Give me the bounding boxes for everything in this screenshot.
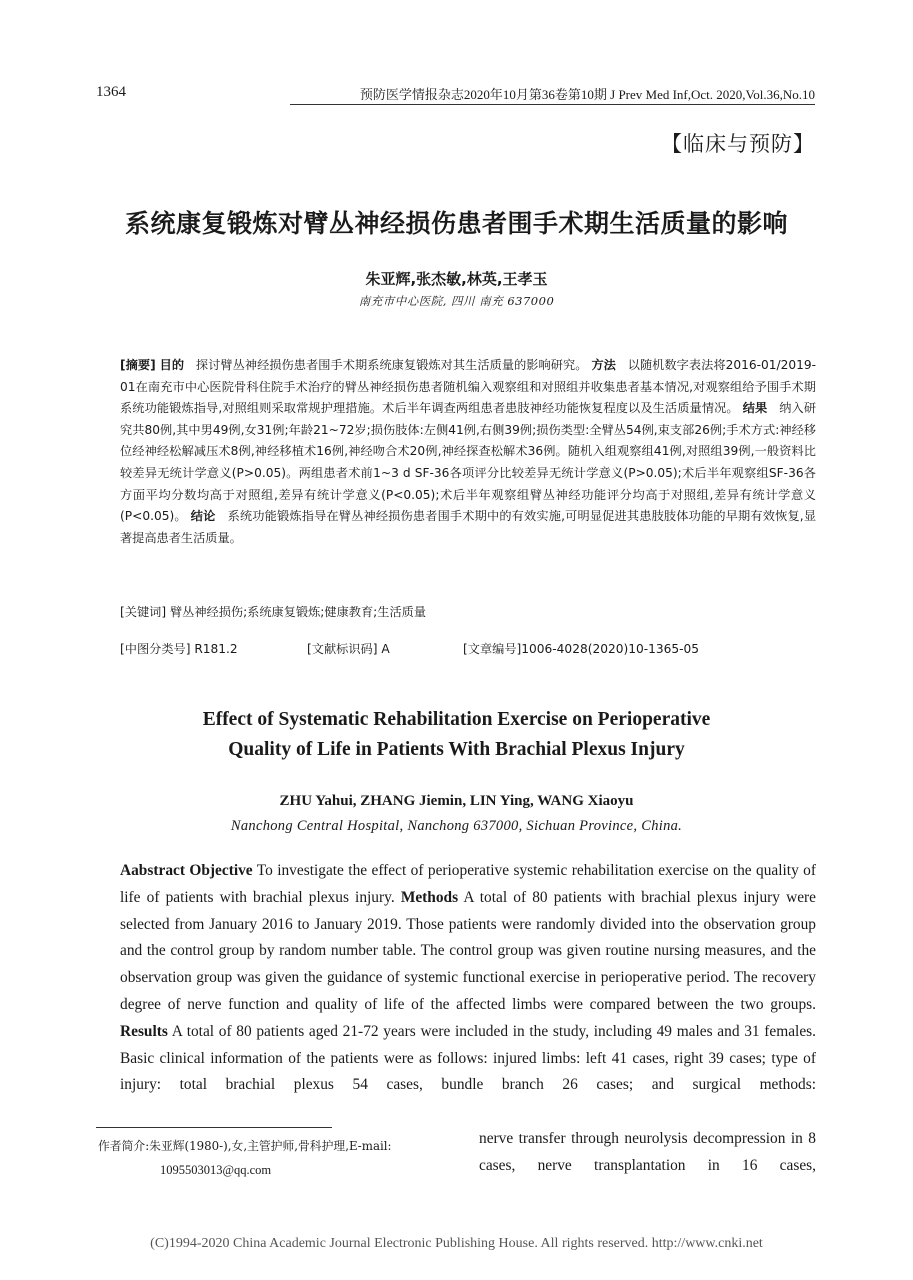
article-number-label: [文章编号] bbox=[463, 642, 522, 656]
title-en-line1: Effect of Systematic Rehabilitation Exercise on Perioperative bbox=[202, 709, 711, 730]
header-divider bbox=[290, 104, 815, 105]
abstract-english-continuation: nerve transfer through neurolysis decompression in 8 cases, nerve transplantation in 16 cases, bbox=[479, 1130, 816, 1174]
results-cn-label: 结果 bbox=[742, 401, 768, 416]
article-number bbox=[463, 640, 699, 657]
abstract-en-label: Aabstract bbox=[120, 862, 185, 879]
copyright-notice: (C)1994-2020 China Academic Journal Electronic Publishing House. All rights reserved. http://www.cnki.net bbox=[150, 1236, 763, 1251]
methods-en-text: A total of 80 patients with brachial plexus injury were selected from January 2016 to January 2019. Those patients were randomly divided into the observation group and the control group by random number table. The control group was given routine nursing measures, and the observation group was given the guidance of systemic functional exercise in perioperative period. The recovery degree of nerve function and quality of life of the affected limbs were compared between the two groups. bbox=[120, 888, 816, 1013]
keywords-label: [关键词] bbox=[120, 605, 167, 619]
objective-cn-text: 探讨臂丛神经损伤患者围手术期系统康复锻炼对其生活质量的影响研究。 bbox=[195, 358, 588, 372]
affiliation-chinese: 南充市中心医院, 四川 南充 637000 bbox=[358, 294, 555, 308]
methods-cn-text: 以随机数字表法将2016-01/2019-01在南充市中心医院骨科住院手术治疗的臂丛神经损伤患者随机编入观察组和对照组并收集患者基本情况,对观察组给予围手术期系统功能锻炼指导,对照组则采取常规护理措施。术后半年调查两组患者患肢神经功能恢复程度以及生活质量情况。 bbox=[120, 358, 817, 416]
author-intro: 作者简介:朱亚辉(1980-),女,主管护师,骨科护理,E-mail: bbox=[98, 1139, 392, 1153]
objective-en-label: Objective bbox=[189, 862, 253, 879]
results-en-text: A total of 80 patients aged 21-72 years were included in the study, including 49 males and 31 females. Basic clinical information of the patients were as follows: injured limbs: left 41 cases, right 39 cases; type of injury: total brachial plexus 54 cases, bundle branch 26 cases; and surgical methods: bbox=[120, 1022, 816, 1094]
methods-cn-label: 方法 bbox=[591, 358, 616, 372]
section-tag: 【临床与预防】 bbox=[661, 132, 815, 156]
page-number: 1364 bbox=[96, 84, 126, 100]
article-number-value: 1006-4028(2020)10-1365-05 bbox=[521, 642, 700, 656]
abstract-cn-label: [摘要] bbox=[120, 358, 156, 372]
keywords-chinese bbox=[120, 603, 816, 620]
journal-header: 预防医学情报杂志2020年10月第36卷第10期 J Prev Med Inf,Oct. 2020,Vol.36,No.10 bbox=[359, 87, 815, 102]
title-english bbox=[0, 705, 913, 765]
authors-chinese: 朱亚辉,张杰敏,林英,王孝玉 bbox=[365, 270, 548, 288]
abstract-chinese bbox=[120, 355, 816, 549]
authors-english: ZHU Yahui, ZHANG Jiemin, LIN Ying, WANG Xiaoyu bbox=[279, 793, 634, 809]
results-cn-text: 纳入研究共80例,其中男49例,女31例;年龄21~72岁;损伤肢体:左侧41例,右侧39例;损伤类型:全臂丛54例,束支部26例;手术方式:神经移位经神经松解减压术8例,神经移植术16例,神经吻合术20例,神经探查松解术36例。随机入组观察组41例,对照组39例,一般资料比较差异无统计学意义(P>0.05)。两组患者术前1~3 d SF-36各项评分比较差异无统计学意义(P>0.05);术后半年观察组SF-36各方面平均分数均高于对照组,差异有统计学意义(P<0.05);术后半年观察组臂丛神经功能评分均高于对照组,差异有统计学意义(P<0.05)。 bbox=[120, 401, 817, 524]
affiliation-english: Nanchong Central Hospital, Nanchong 637000, Sichuan Province, China. bbox=[230, 818, 683, 834]
clc-label: [中图分类号] bbox=[120, 642, 191, 656]
title-chinese: 系统康复锻炼对臂丛神经损伤患者围手术期生活质量的影响 bbox=[124, 209, 788, 238]
abstract-english bbox=[120, 858, 816, 1099]
objective-cn-label: 目的 bbox=[159, 358, 185, 372]
keywords-text: 臂丛神经损伤;系统康复锻炼;健康教育;生活质量 bbox=[169, 605, 427, 619]
conclusion-cn-text: 系统功能锻炼指导在臂丛神经损伤患者围手术期中的有效实施,可明显促进其患肢肢体功能的早期有效恢复,显著提高患者生活质量。 bbox=[120, 509, 817, 545]
doc-code-label: [文献标识码] bbox=[307, 642, 378, 656]
title-en-line2: Quality of Life in Patients With Brachial Plexus Injury bbox=[228, 739, 685, 760]
author-footnote bbox=[98, 1134, 468, 1182]
results-en-label: Results bbox=[120, 1022, 168, 1040]
objective-en-text: To investigate the effect of perioperative systemic rehabilitation exercise on the quality of life of patients with brachial plexus injury. bbox=[120, 862, 817, 906]
clc-value: R181.2 bbox=[194, 642, 238, 656]
doc-code-value: A bbox=[381, 642, 390, 656]
methods-en-label: Methods bbox=[400, 888, 459, 906]
document-code bbox=[307, 640, 390, 657]
conclusion-cn-label: 结论 bbox=[190, 509, 216, 524]
footnote-divider bbox=[96, 1127, 332, 1128]
clc-number bbox=[120, 640, 238, 657]
author-email: 1095503013@qq.com bbox=[160, 1163, 272, 1177]
